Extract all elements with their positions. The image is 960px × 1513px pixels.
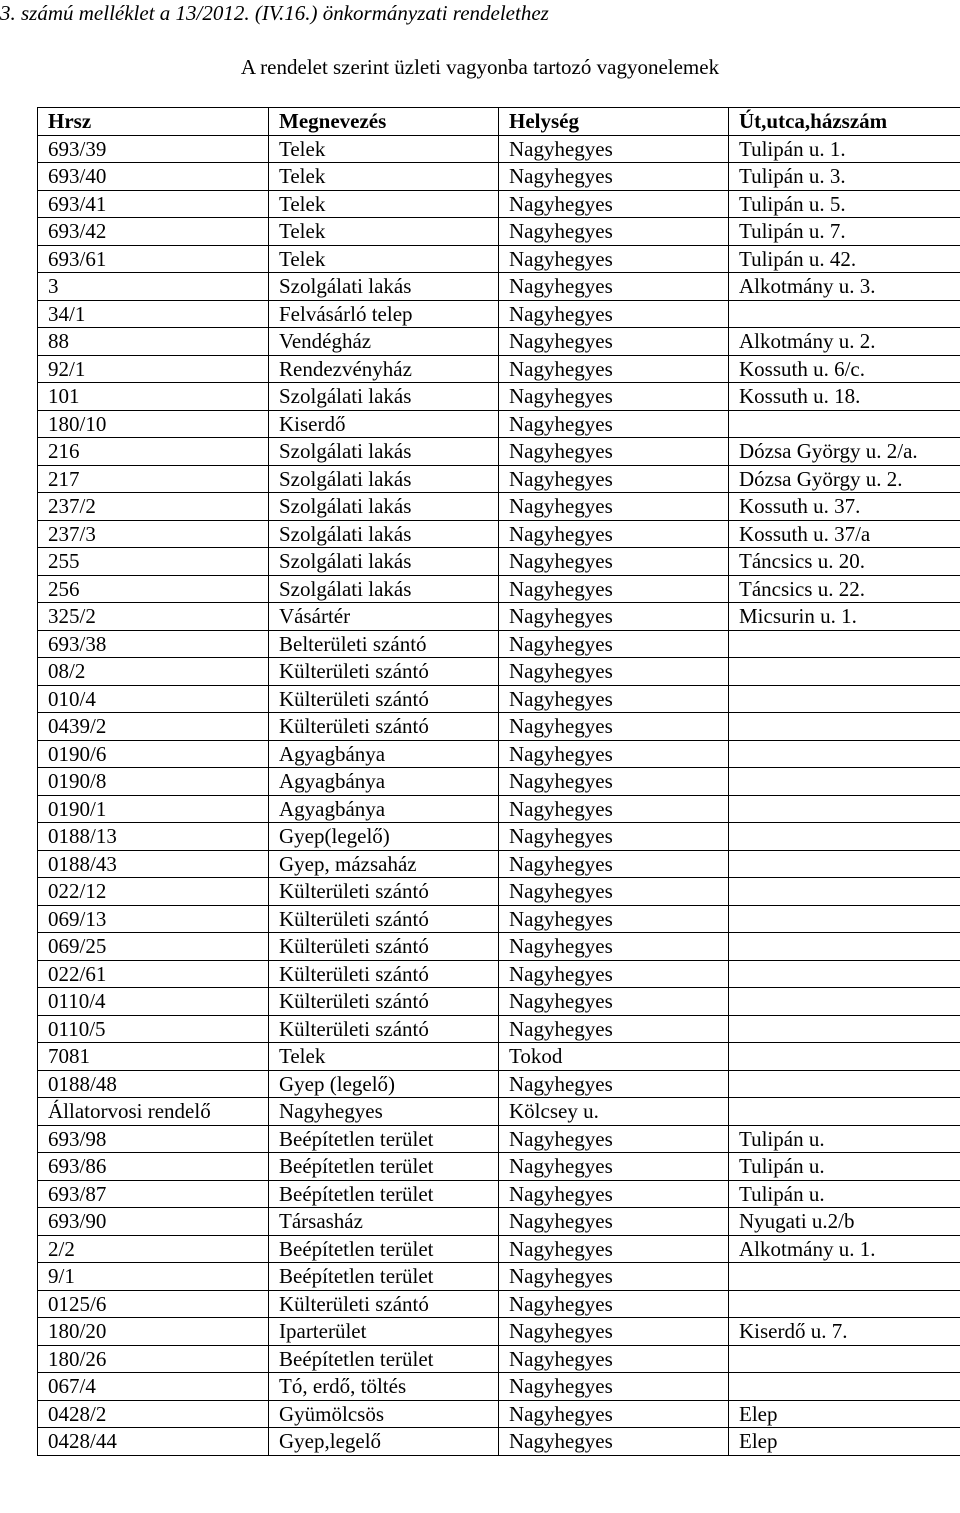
cell-helyseg: Nagyhegyes — [499, 988, 729, 1016]
table-row — [38, 630, 960, 658]
table-row — [38, 685, 960, 713]
cell-megnevezes: Beépítetlen terület — [269, 1180, 499, 1208]
cell-hrsz: 92/1 — [38, 355, 269, 383]
cell-megnevezes: Beépítetlen terület — [269, 1263, 499, 1291]
cell-cim — [729, 1098, 960, 1126]
cell-helyseg: Nagyhegyes — [499, 465, 729, 493]
cell-megnevezes: Tó, erdő, töltés — [269, 1373, 499, 1401]
table-row — [38, 1263, 960, 1291]
cell-hrsz: 693/42 — [38, 218, 269, 246]
cell-cim — [729, 850, 960, 878]
table-row — [38, 1125, 960, 1153]
cell-megnevezes: Gyep (legelő) — [269, 1070, 499, 1098]
cell-hrsz: 9/1 — [38, 1263, 269, 1291]
cell-helyseg: Nagyhegyes — [499, 548, 729, 576]
cell-megnevezes: Külterületi szántó — [269, 1290, 499, 1318]
cell-megnevezes: Külterületi szántó — [269, 988, 499, 1016]
cell-cim: Tulipán u. 3. — [729, 163, 960, 191]
cell-megnevezes: Szolgálati lakás — [269, 383, 499, 411]
cell-hrsz: 0190/8 — [38, 768, 269, 796]
cell-helyseg: Nagyhegyes — [499, 328, 729, 356]
cell-hrsz: 067/4 — [38, 1373, 269, 1401]
table-row — [38, 355, 960, 383]
cell-helyseg: Nagyhegyes — [499, 713, 729, 741]
cell-helyseg: Nagyhegyes — [499, 355, 729, 383]
cell-cim — [729, 1043, 960, 1071]
cell-cim: Kossuth u. 18. — [729, 383, 960, 411]
cell-cim: Elep — [729, 1400, 960, 1428]
cell-hrsz: 693/40 — [38, 163, 269, 191]
cell-helyseg: Nagyhegyes — [499, 795, 729, 823]
cell-cim — [729, 630, 960, 658]
table-row — [38, 218, 960, 246]
cell-megnevezes: Gyep(legelő) — [269, 823, 499, 851]
cell-hrsz: 0110/4 — [38, 988, 269, 1016]
cell-cim: Elep — [729, 1428, 960, 1456]
cell-hrsz: 7081 — [38, 1043, 269, 1071]
cell-helyseg: Nagyhegyes — [499, 273, 729, 301]
cell-megnevezes: Külterületi szántó — [269, 933, 499, 961]
cell-helyseg: Nagyhegyes — [499, 878, 729, 906]
cell-megnevezes: Beépítetlen terület — [269, 1235, 499, 1263]
cell-helyseg: Nagyhegyes — [499, 575, 729, 603]
cell-cim: Táncsics u. 20. — [729, 548, 960, 576]
cell-helyseg: Nagyhegyes — [499, 823, 729, 851]
cell-hrsz: 069/25 — [38, 933, 269, 961]
cell-cim — [729, 878, 960, 906]
table-row — [38, 1235, 960, 1263]
table-row — [38, 1153, 960, 1181]
cell-cim — [729, 685, 960, 713]
cell-hrsz: 180/26 — [38, 1345, 269, 1373]
table-row — [38, 603, 960, 631]
table-row — [38, 988, 960, 1016]
cell-hrsz: 180/10 — [38, 410, 269, 438]
cell-helyseg: Nagyhegyes — [499, 163, 729, 191]
cell-helyseg: Nagyhegyes — [499, 190, 729, 218]
table-header — [38, 108, 960, 136]
cell-helyseg: Nagyhegyes — [499, 493, 729, 521]
table-row — [38, 713, 960, 741]
table-row — [38, 383, 960, 411]
asset-table — [37, 107, 960, 1456]
table-row — [38, 190, 960, 218]
cell-cim — [729, 795, 960, 823]
cell-cim — [729, 768, 960, 796]
table-row — [38, 1290, 960, 1318]
table-row — [38, 1015, 960, 1043]
cell-megnevezes: Beépítetlen terület — [269, 1345, 499, 1373]
cell-megnevezes: Telek — [269, 190, 499, 218]
cell-cim — [729, 1290, 960, 1318]
cell-cim — [729, 1373, 960, 1401]
cell-cim: Tulipán u. 5. — [729, 190, 960, 218]
cell-hrsz: 0428/44 — [38, 1428, 269, 1456]
cell-hrsz: 217 — [38, 465, 269, 493]
cell-helyseg: Nagyhegyes — [499, 520, 729, 548]
cell-helyseg: Nagyhegyes — [499, 905, 729, 933]
table-row — [38, 493, 960, 521]
cell-megnevezes: Szolgálati lakás — [269, 493, 499, 521]
cell-megnevezes: Vendégház — [269, 328, 499, 356]
cell-cim: Tulipán u. 1. — [729, 135, 960, 163]
cell-hrsz: 255 — [38, 548, 269, 576]
cell-hrsz: 34/1 — [38, 300, 269, 328]
table-row — [38, 1043, 960, 1071]
cell-helyseg: Nagyhegyes — [499, 1290, 729, 1318]
cell-cim: Micsurin u. 1. — [729, 603, 960, 631]
cell-hrsz: 180/20 — [38, 1318, 269, 1346]
table-row — [38, 548, 960, 576]
cell-cim: Dózsa György u. 2. — [729, 465, 960, 493]
table-row — [38, 1345, 960, 1373]
table-row — [38, 768, 960, 796]
cell-megnevezes: Gyümölcsös — [269, 1400, 499, 1428]
cell-cim — [729, 933, 960, 961]
cell-hrsz: 325/2 — [38, 603, 269, 631]
table-row — [38, 1070, 960, 1098]
cell-hrsz: Állatorvosi rendelő — [38, 1098, 269, 1126]
cell-helyseg: Nagyhegyes — [499, 960, 729, 988]
cell-hrsz: 256 — [38, 575, 269, 603]
table-row — [38, 1098, 960, 1126]
cell-hrsz: 88 — [38, 328, 269, 356]
cell-hrsz: 0188/13 — [38, 823, 269, 851]
cell-hrsz: 08/2 — [38, 658, 269, 686]
cell-megnevezes: Agyagbánya — [269, 740, 499, 768]
cell-cim — [729, 1263, 960, 1291]
cell-helyseg: Nagyhegyes — [499, 1070, 729, 1098]
cell-hrsz: 693/38 — [38, 630, 269, 658]
cell-hrsz: 693/39 — [38, 135, 269, 163]
table-row — [38, 1180, 960, 1208]
cell-megnevezes: Telek — [269, 1043, 499, 1071]
cell-helyseg: Nagyhegyes — [499, 1015, 729, 1043]
cell-cim — [729, 300, 960, 328]
cell-megnevezes: Agyagbánya — [269, 795, 499, 823]
table-row — [38, 1208, 960, 1236]
header-megnevezes: Megnevezés — [269, 108, 499, 136]
cell-hrsz: 0125/6 — [38, 1290, 269, 1318]
cell-helyseg: Nagyhegyes — [499, 410, 729, 438]
table-row — [38, 740, 960, 768]
cell-helyseg: Nagyhegyes — [499, 1345, 729, 1373]
cell-cim: Kossuth u. 37/a — [729, 520, 960, 548]
table-row — [38, 850, 960, 878]
cell-megnevezes: Nagyhegyes — [269, 1098, 499, 1126]
cell-helyseg: Nagyhegyes — [499, 1318, 729, 1346]
cell-helyseg: Nagyhegyes — [499, 1400, 729, 1428]
cell-megnevezes: Szolgálati lakás — [269, 575, 499, 603]
cell-cim: Alkotmány u. 1. — [729, 1235, 960, 1263]
cell-cim: Táncsics u. 22. — [729, 575, 960, 603]
cell-megnevezes: Telek — [269, 245, 499, 273]
cell-megnevezes: Iparterület — [269, 1318, 499, 1346]
cell-cim — [729, 905, 960, 933]
table-row — [38, 1428, 960, 1456]
cell-helyseg: Nagyhegyes — [499, 850, 729, 878]
cell-helyseg: Nagyhegyes — [499, 383, 729, 411]
cell-megnevezes: Társasház — [269, 1208, 499, 1236]
cell-megnevezes: Belterületi szántó — [269, 630, 499, 658]
cell-cim: Tulipán u. — [729, 1180, 960, 1208]
cell-helyseg: Nagyhegyes — [499, 1153, 729, 1181]
cell-megnevezes: Felvásárló telep — [269, 300, 499, 328]
table-row — [38, 878, 960, 906]
cell-helyseg: Tokod — [499, 1043, 729, 1071]
cell-cim — [729, 1070, 960, 1098]
header-hrsz: Hrsz — [38, 108, 269, 136]
table-row — [38, 658, 960, 686]
cell-hrsz: 693/61 — [38, 245, 269, 273]
table-row — [38, 520, 960, 548]
cell-helyseg: Nagyhegyes — [499, 603, 729, 631]
table-row — [38, 273, 960, 301]
cell-megnevezes: Gyep,legelő — [269, 1428, 499, 1456]
cell-helyseg: Nagyhegyes — [499, 135, 729, 163]
cell-cim: Tulipán u. 42. — [729, 245, 960, 273]
cell-hrsz: 693/90 — [38, 1208, 269, 1236]
cell-helyseg: Nagyhegyes — [499, 740, 729, 768]
cell-helyseg: Nagyhegyes — [499, 218, 729, 246]
table-row — [38, 465, 960, 493]
table-row — [38, 933, 960, 961]
cell-hrsz: 010/4 — [38, 685, 269, 713]
cell-megnevezes: Telek — [269, 218, 499, 246]
cell-helyseg: Nagyhegyes — [499, 1125, 729, 1153]
cell-cim: Kiserdő u. 7. — [729, 1318, 960, 1346]
cell-megnevezes: Beépítetlen terület — [269, 1153, 499, 1181]
cell-megnevezes: Szolgálati lakás — [269, 548, 499, 576]
cell-megnevezes: Szolgálati lakás — [269, 438, 499, 466]
cell-cim — [729, 410, 960, 438]
table-row — [38, 1400, 960, 1428]
table-row — [38, 823, 960, 851]
table-row — [38, 135, 960, 163]
table-row — [38, 960, 960, 988]
table-body — [38, 135, 960, 1455]
cell-hrsz: 237/2 — [38, 493, 269, 521]
cell-helyseg: Nagyhegyes — [499, 1263, 729, 1291]
cell-cim — [729, 658, 960, 686]
cell-helyseg: Nagyhegyes — [499, 1235, 729, 1263]
cell-hrsz: 693/41 — [38, 190, 269, 218]
cell-hrsz: 0439/2 — [38, 713, 269, 741]
cell-megnevezes: Szolgálati lakás — [269, 520, 499, 548]
table-row — [38, 245, 960, 273]
table-row — [38, 300, 960, 328]
cell-hrsz: 0188/43 — [38, 850, 269, 878]
table-row — [38, 1318, 960, 1346]
cell-megnevezes: Telek — [269, 135, 499, 163]
cell-megnevezes: Külterületi szántó — [269, 685, 499, 713]
table-row — [38, 575, 960, 603]
cell-hrsz: 069/13 — [38, 905, 269, 933]
table-row — [38, 905, 960, 933]
header-helyseg: Helység — [499, 108, 729, 136]
cell-helyseg: Nagyhegyes — [499, 1180, 729, 1208]
cell-hrsz: 2/2 — [38, 1235, 269, 1263]
cell-hrsz: 0428/2 — [38, 1400, 269, 1428]
cell-helyseg: Nagyhegyes — [499, 768, 729, 796]
table-row — [38, 328, 960, 356]
cell-helyseg: Nagyhegyes — [499, 245, 729, 273]
cell-megnevezes: Agyagbánya — [269, 768, 499, 796]
cell-cim: Kossuth u. 6/c. — [729, 355, 960, 383]
header-note: 3. számú melléklet a 13/2012. (IV.16.) önkormányzati rendelethez — [0, 1, 549, 25]
cell-helyseg: Kölcsey u. — [499, 1098, 729, 1126]
cell-hrsz: 0190/1 — [38, 795, 269, 823]
cell-helyseg: Nagyhegyes — [499, 300, 729, 328]
cell-hrsz: 101 — [38, 383, 269, 411]
cell-cim: Tulipán u. — [729, 1153, 960, 1181]
table-row — [38, 163, 960, 191]
cell-cim: Tulipán u. — [729, 1125, 960, 1153]
cell-hrsz: 0110/5 — [38, 1015, 269, 1043]
table-row — [38, 795, 960, 823]
cell-cim — [729, 823, 960, 851]
cell-cim — [729, 740, 960, 768]
cell-helyseg: Nagyhegyes — [499, 658, 729, 686]
cell-megnevezes: Beépítetlen terület — [269, 1125, 499, 1153]
cell-helyseg: Nagyhegyes — [499, 685, 729, 713]
cell-hrsz: 0190/6 — [38, 740, 269, 768]
cell-cim — [729, 713, 960, 741]
table-row — [38, 438, 960, 466]
cell-cim: Nyugati u.2/b — [729, 1208, 960, 1236]
cell-megnevezes: Rendezvényház — [269, 355, 499, 383]
cell-megnevezes: Gyep, mázsaház — [269, 850, 499, 878]
cell-megnevezes: Szolgálati lakás — [269, 465, 499, 493]
cell-helyseg: Nagyhegyes — [499, 438, 729, 466]
cell-megnevezes: Külterületi szántó — [269, 1015, 499, 1043]
cell-hrsz: 693/98 — [38, 1125, 269, 1153]
cell-helyseg: Nagyhegyes — [499, 1428, 729, 1456]
document-title: A rendelet szerint üzleti vagyonba tartozó vagyonelemek — [240, 55, 720, 79]
cell-megnevezes: Külterületi szántó — [269, 878, 499, 906]
cell-megnevezes: Külterületi szántó — [269, 960, 499, 988]
cell-megnevezes: Kiserdő — [269, 410, 499, 438]
cell-helyseg: Nagyhegyes — [499, 1208, 729, 1236]
cell-cim: Dózsa György u. 2/a. — [729, 438, 960, 466]
cell-cim — [729, 960, 960, 988]
table-row — [38, 1373, 960, 1401]
cell-cim: Tulipán u. 7. — [729, 218, 960, 246]
cell-megnevezes: Vásártér — [269, 603, 499, 631]
cell-megnevezes: Szolgálati lakás — [269, 273, 499, 301]
cell-cim — [729, 1345, 960, 1373]
cell-megnevezes: Külterületi szántó — [269, 658, 499, 686]
cell-helyseg: Nagyhegyes — [499, 630, 729, 658]
cell-hrsz: 693/86 — [38, 1153, 269, 1181]
cell-hrsz: 237/3 — [38, 520, 269, 548]
cell-hrsz: 0188/48 — [38, 1070, 269, 1098]
cell-cim — [729, 1015, 960, 1043]
header-cim: Út,utca,házszám — [729, 108, 960, 136]
cell-cim: Alkotmány u. 2. — [729, 328, 960, 356]
cell-hrsz: 693/87 — [38, 1180, 269, 1208]
cell-hrsz: 216 — [38, 438, 269, 466]
cell-cim: Alkotmány u. 3. — [729, 273, 960, 301]
cell-helyseg: Nagyhegyes — [499, 933, 729, 961]
cell-megnevezes: Külterületi szántó — [269, 905, 499, 933]
cell-hrsz: 022/12 — [38, 878, 269, 906]
header-row — [38, 108, 960, 136]
cell-cim — [729, 988, 960, 1016]
table-row — [38, 410, 960, 438]
cell-cim: Kossuth u. 37. — [729, 493, 960, 521]
cell-hrsz: 022/61 — [38, 960, 269, 988]
cell-megnevezes: Telek — [269, 163, 499, 191]
cell-hrsz: 3 — [38, 273, 269, 301]
cell-helyseg: Nagyhegyes — [499, 1373, 729, 1401]
cell-megnevezes: Külterületi szántó — [269, 713, 499, 741]
